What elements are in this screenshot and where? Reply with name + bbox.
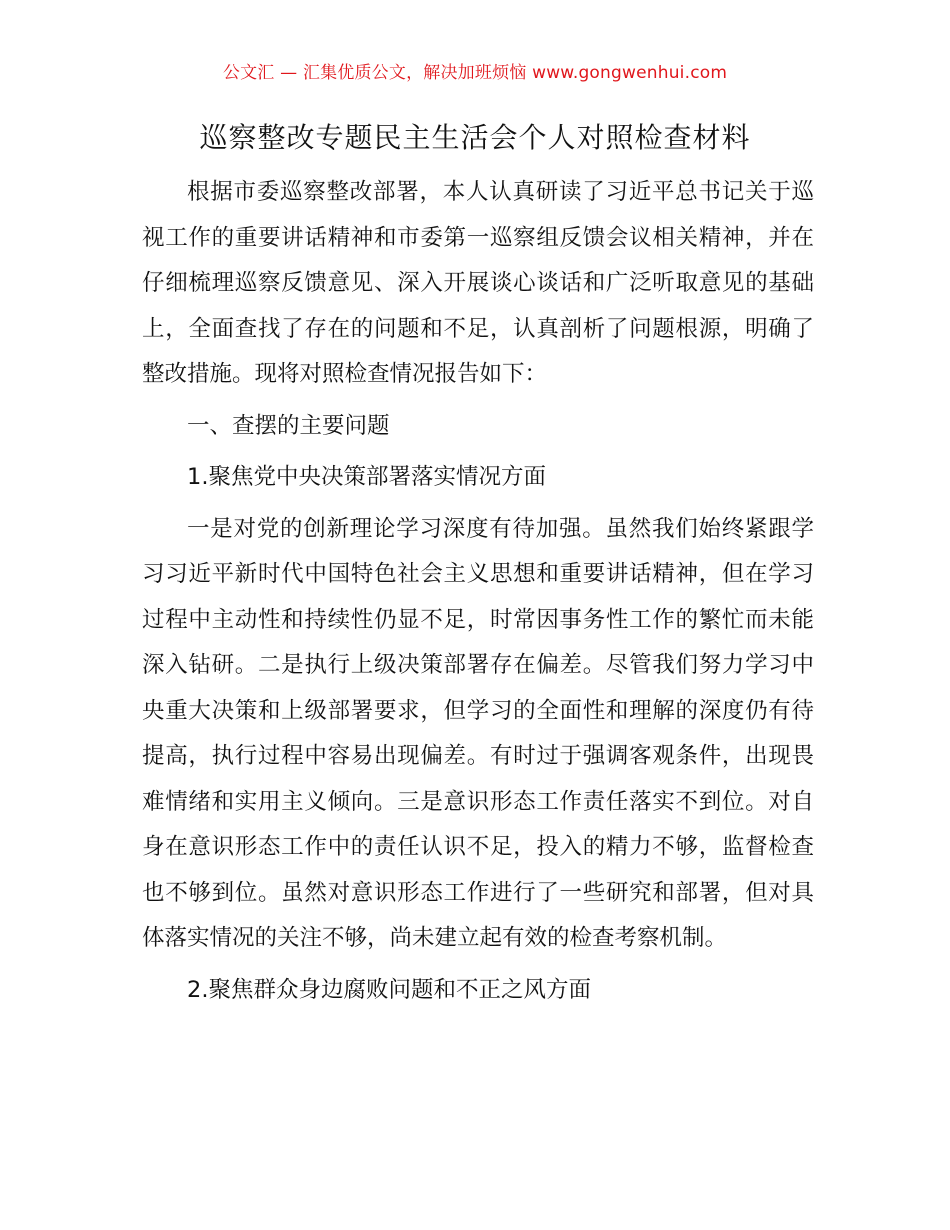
section-heading-main-problems: 一、查摆的主要问题 (187, 412, 390, 439)
document-title: 巡察整改专题民主生活会个人对照检查材料 (199, 121, 751, 154)
document-body (142, 170, 814, 1013)
problems-paragraph: 一是对党的创新理论学习深度有待加强。虽然我们始终紧跟学习习近平新时代中国特色社会主义思想和重要讲话精神，但在学习过程中主动性和持续性仍显不足，时常因事务性工作的繁忙而未能深入钻研。二是执行上级决策部署存在偏差。尽管我们努力学习中央重大决策和上级部署要求，但学习的全面性和理解的深度仍有待提高，执行过程中容易出现偏差。有时过于强调客观条件，出现畏难情绪和实用主义倾向。三是意识形态工作责任落实不到位。对自身在意识形态工作中的责任认识不足，投入的精力不够，监督检查也不够到位。虽然对意识形态工作进行了一些研究和部署，但对具体落实情况的关注不够，尚未建立起有效的检查考察机制。 (142, 515, 814, 951)
intro-paragraph: 根据市委巡察整改部署，本人认真研读了习近平总书记关于巡视工作的重要讲话精神和市委第一巡察组反馈会议相关精神，并在仔细梳理巡察反馈意见、深入开展谈心谈话和广泛听取意见的基础上，全面查找了存在的问题和不足，认真剖析了问题根源，明确了整改措施。现将对照检查情况报告如下： (142, 179, 814, 387)
subsection-heading-1: 1.聚焦党中央决策部署落实情况方面 (187, 464, 546, 490)
header-banner: 公文汇 — 汇集优质公文，解决加班烦恼 www.gongwenhui.com (222, 63, 728, 83)
subsection-heading-2: 2.聚焦群众身边腐败问题和不正之风方面 (187, 976, 591, 1003)
